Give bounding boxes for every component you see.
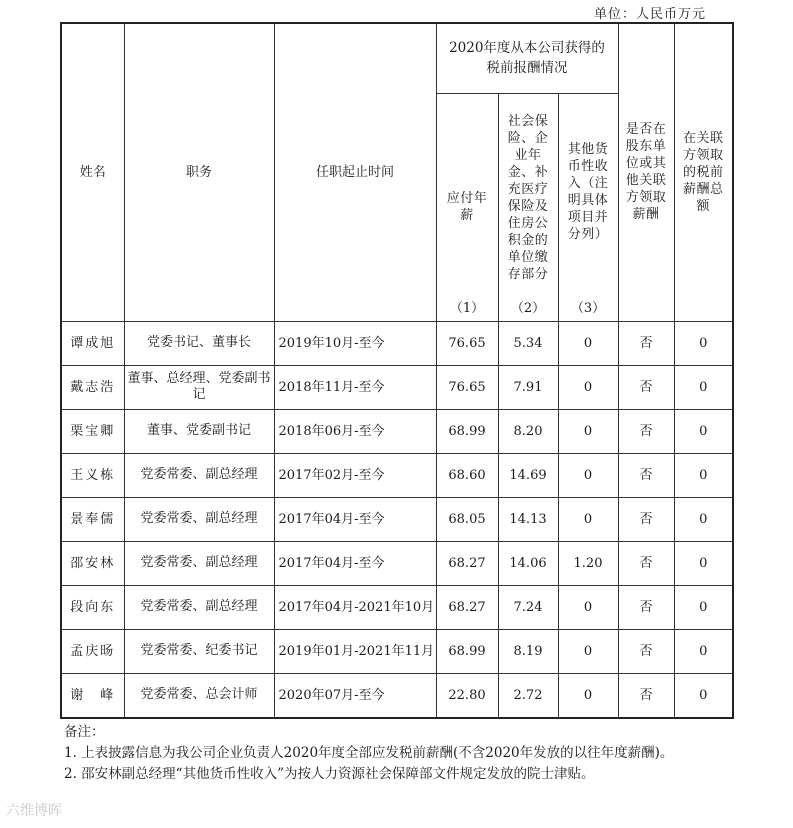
- header-post: 职务: [124, 23, 274, 321]
- header-social-insurance: [498, 93, 558, 321]
- cell-annual-pay: 68.27: [436, 541, 498, 585]
- header-n1: （1）: [449, 300, 485, 316]
- header-other-income: [558, 93, 618, 321]
- cell-name: 栗宝卿: [61, 409, 124, 453]
- cell-other-income: 0: [558, 497, 618, 541]
- cell-related-total: 0: [674, 673, 733, 718]
- header-annual-pay-text: 应付年薪: [446, 191, 488, 223]
- cell-other-income: 0: [558, 321, 618, 365]
- cell-related-party: 否: [618, 365, 674, 409]
- cell-term: 2017年04月-2021年10月: [274, 585, 436, 629]
- cell-annual-pay: 76.65: [436, 321, 498, 365]
- cell-other-income: 0: [558, 409, 618, 453]
- cell-related-party: 否: [618, 321, 674, 365]
- cell-other-income: 0: [558, 453, 618, 497]
- cell-related-total: 0: [674, 541, 733, 585]
- cell-term: 2018年06月-至今: [274, 409, 436, 453]
- cell-social-insurance: 2.72: [498, 673, 558, 718]
- cell-post: 党委常委、副总经理: [124, 453, 274, 497]
- cell-related-total: 0: [674, 409, 733, 453]
- notes: [64, 721, 744, 785]
- table-row: [61, 585, 733, 629]
- header-group: [436, 23, 618, 93]
- cell-social-insurance: 5.34: [498, 321, 558, 365]
- table-row: [61, 629, 733, 673]
- cell-post: 党委常委、副总经理: [124, 585, 274, 629]
- table-row: [61, 321, 733, 365]
- cell-other-income: 0: [558, 629, 618, 673]
- cell-related-total: 0: [674, 497, 733, 541]
- header-related-party-text: 是否在股东单位或其他关联方领取薪酬: [625, 122, 667, 223]
- cell-term: 2019年10月-至今: [274, 321, 436, 365]
- table-row: [61, 409, 733, 453]
- cell-post: 党委书记、董事长: [124, 321, 274, 365]
- cell-name: 谢 峰: [61, 673, 124, 718]
- header-n3: （3）: [570, 300, 606, 316]
- cell-term: 2017年04月-至今: [274, 497, 436, 541]
- cell-name: 段向东: [61, 585, 124, 629]
- cell-social-insurance: 14.69: [498, 453, 558, 497]
- cell-related-total: 0: [674, 585, 733, 629]
- cell-term: 2018年11月-至今: [274, 365, 436, 409]
- executive-pay-table: [60, 22, 734, 719]
- header-term: 任职起止时间: [274, 23, 436, 321]
- cell-annual-pay: 68.99: [436, 629, 498, 673]
- cell-social-insurance: 14.13: [498, 497, 558, 541]
- cell-name: 谭成旭: [61, 321, 124, 365]
- cell-related-party: 否: [618, 541, 674, 585]
- cell-related-total: 0: [674, 365, 733, 409]
- cell-post: 董事、总经理、党委副书记: [124, 365, 274, 409]
- cell-other-income: 0: [558, 673, 618, 718]
- cell-post: 董事、党委副书记: [124, 409, 274, 453]
- cell-post: 党委常委、纪委书记: [124, 629, 274, 673]
- cell-related-total: 0: [674, 321, 733, 365]
- cell-social-insurance: 8.19: [498, 629, 558, 673]
- cell-name: 邵安林: [61, 541, 124, 585]
- cell-post: 党委常委、副总经理: [124, 541, 274, 585]
- cell-term: 2017年02月-至今: [274, 453, 436, 497]
- cell-annual-pay: 68.99: [436, 409, 498, 453]
- cell-other-income: 0: [558, 365, 618, 409]
- header-social-insurance-text: 社会保险、企业年金、补充医疗保险及住房公积金的单位缴存部分: [507, 114, 549, 282]
- cell-related-party: 否: [618, 673, 674, 718]
- cell-social-insurance: 8.20: [498, 409, 558, 453]
- cell-social-insurance: 14.06: [498, 541, 558, 585]
- cell-related-party: 否: [618, 453, 674, 497]
- cell-annual-pay: 22.80: [436, 673, 498, 718]
- notes-line-1: 1. 上表披露信息为我公司企业负责人2020年度全部应发税前薪酬(不含2020年发放的以往年度薪酬)。: [64, 745, 674, 761]
- cell-term: 2017年04月-至今: [274, 541, 436, 585]
- header-related-total-text: 在关联方领取的税前薪酬总额: [682, 130, 724, 214]
- cell-name: 王义栋: [61, 453, 124, 497]
- table-row: [61, 497, 733, 541]
- table-row: [61, 541, 733, 585]
- cell-related-total: 0: [674, 629, 733, 673]
- cell-other-income: 0: [558, 585, 618, 629]
- cell-name: 戴志浩: [61, 365, 124, 409]
- table-row: [61, 453, 733, 497]
- cell-annual-pay: 76.65: [436, 365, 498, 409]
- watermark: 六维博晖: [6, 803, 62, 819]
- cell-post: 党委常委、总会计师: [124, 673, 274, 718]
- cell-term: 2020年07月-至今: [274, 673, 436, 718]
- cell-annual-pay: 68.60: [436, 453, 498, 497]
- cell-term: 2019年01月-2021年11月: [274, 629, 436, 673]
- cell-name: 孟庆旸: [61, 629, 124, 673]
- header-other-income-text: 其他货币性收入（注明具体项目并分列）: [567, 142, 609, 242]
- cell-social-insurance: 7.91: [498, 365, 558, 409]
- cell-related-party: 否: [618, 409, 674, 453]
- cell-annual-pay: 68.05: [436, 497, 498, 541]
- notes-line-2: 2. 邵安林副总经理“其他货币性收入”为按人力资源社会保障部文件规定发放的院士津贴。: [64, 766, 595, 782]
- table-row: [61, 673, 733, 718]
- cell-related-party: 否: [618, 497, 674, 541]
- cell-related-total: 0: [674, 453, 733, 497]
- cell-related-party: 否: [618, 585, 674, 629]
- cell-post: 党委常委、副总经理: [124, 497, 274, 541]
- header-related-party: [618, 23, 674, 321]
- cell-name: 景奉儒: [61, 497, 124, 541]
- header-n2: （2）: [510, 300, 546, 316]
- cell-annual-pay: 68.27: [436, 585, 498, 629]
- notes-title: 备注：: [64, 724, 105, 740]
- header-group-text: 2020年度从本公司获得的税前报酬情况: [449, 40, 605, 77]
- table-row: [61, 365, 733, 409]
- cell-related-party: 否: [618, 629, 674, 673]
- header-name: 姓名: [61, 23, 124, 321]
- cell-social-insurance: 7.24: [498, 585, 558, 629]
- header-related-total: [674, 23, 733, 321]
- header-annual-pay: [436, 93, 498, 321]
- unit-label: 单位：人民币万元: [594, 7, 707, 22]
- cell-other-income: 1.20: [558, 541, 618, 585]
